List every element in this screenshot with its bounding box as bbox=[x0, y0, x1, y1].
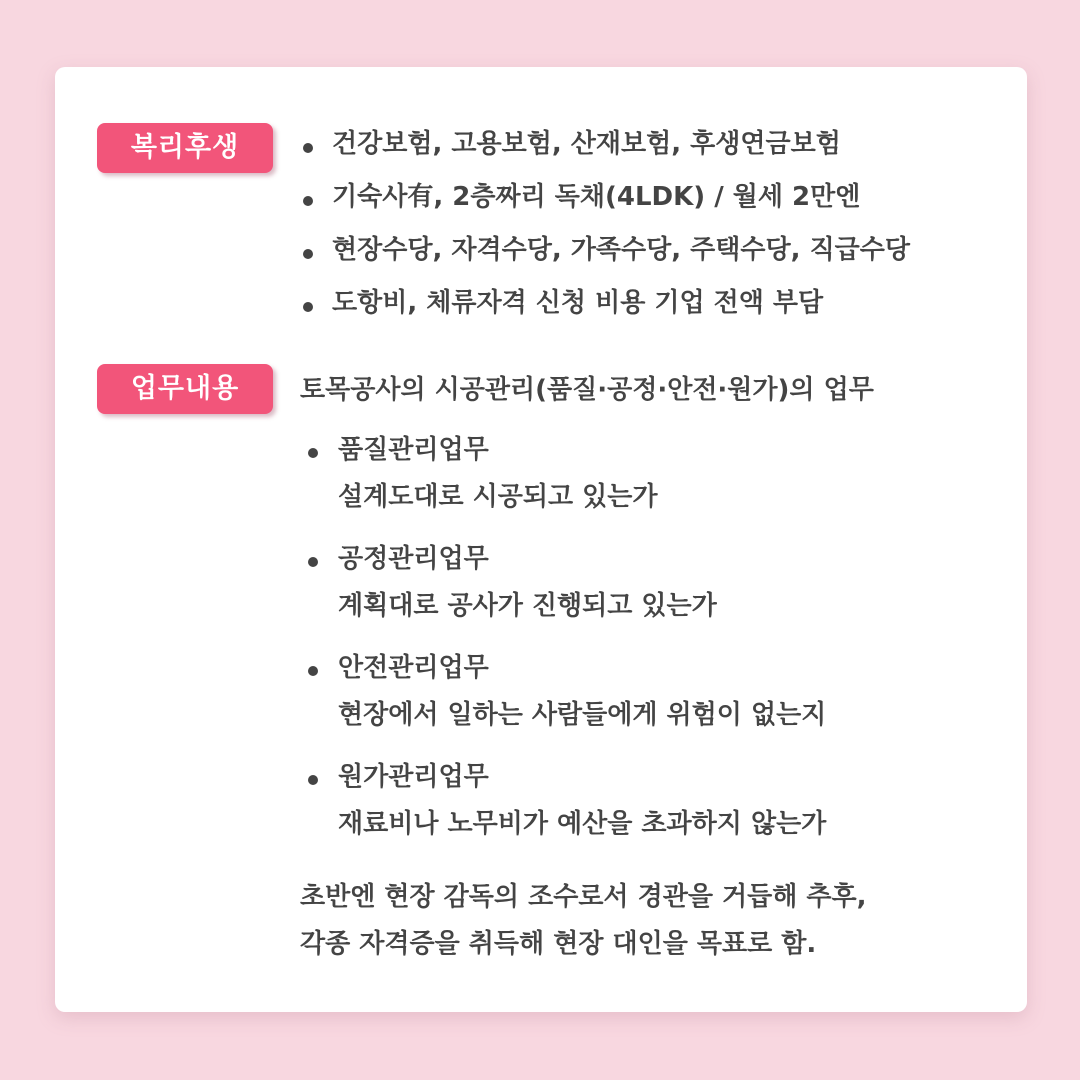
duty-desc: 재료비나 노무비가 예산을 초과하지 않는가 bbox=[338, 809, 827, 839]
duty-title: 안전관리업무 bbox=[338, 653, 489, 683]
closing-line: 초반엔 현장 감독의 조수로서 경관을 거듭해 추후, bbox=[300, 882, 867, 912]
bullet-icon bbox=[308, 775, 318, 785]
closing-line: 각종 자격증을 취득해 현장 대인을 목표로 함. bbox=[300, 929, 817, 959]
duty-desc: 설계도대로 시공되고 있는가 bbox=[338, 482, 658, 512]
bullet-icon bbox=[303, 143, 313, 153]
bullet-icon bbox=[303, 302, 313, 312]
bullet-icon bbox=[308, 557, 318, 567]
bullet-icon bbox=[303, 249, 313, 259]
duty-title: 원가관리업무 bbox=[338, 762, 489, 792]
duties-badge: 업무내용 bbox=[97, 364, 273, 414]
bullet-icon bbox=[303, 196, 313, 206]
duty-title: 공정관리업무 bbox=[338, 544, 489, 574]
welfare-item: 도항비, 체류자격 신청 비용 기업 전액 부담 bbox=[332, 288, 824, 318]
duty-desc: 현장에서 일하는 사람들에게 위험이 없는지 bbox=[338, 700, 827, 730]
bullet-icon bbox=[308, 448, 318, 458]
duties-intro: 토목공사의 시공관리(품질·공정·안전·원가)의 업무 bbox=[300, 375, 874, 405]
welfare-badge: 복리후생 bbox=[97, 123, 273, 173]
duty-desc: 계획대로 공사가 진행되고 있는가 bbox=[338, 591, 717, 621]
welfare-item: 현장수당, 자격수당, 가족수당, 주택수당, 직급수당 bbox=[332, 235, 911, 265]
content-card bbox=[55, 67, 1027, 1012]
welfare-item: 건강보험, 고용보험, 산재보험, 후생연금보험 bbox=[332, 129, 841, 159]
duty-title: 품질관리업무 bbox=[338, 435, 489, 465]
bullet-icon bbox=[308, 666, 318, 676]
welfare-item: 기숙사有, 2층짜리 독채(4LDK) / 월세 2만엔 bbox=[332, 182, 861, 212]
